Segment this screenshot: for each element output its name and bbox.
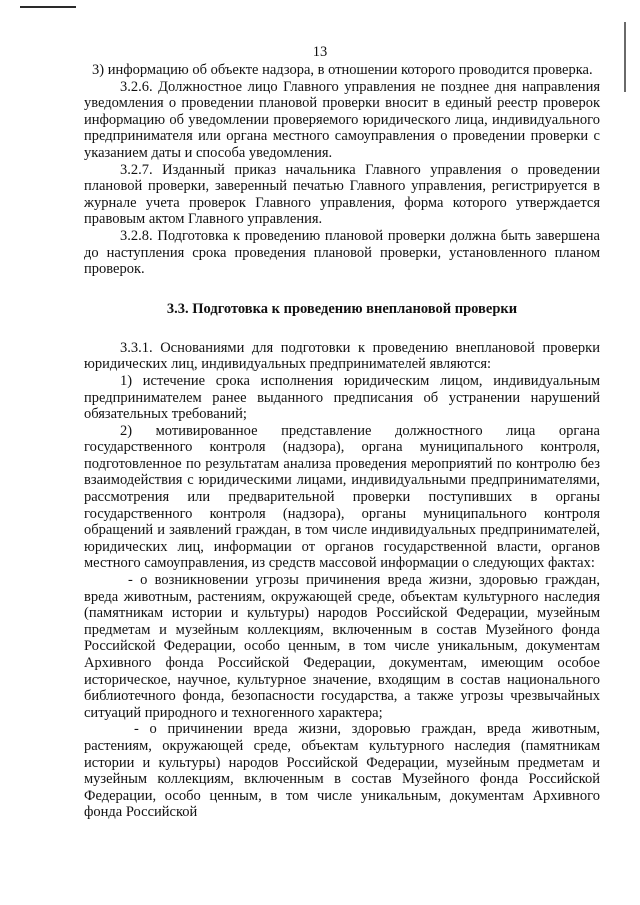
paragraph-item-2: 2) мотивированное представление должностного лица органа государственного контроля (надзора), органа муниципального контроля, подготовленное по результатам анализа проведения мероприятий по контролю без взаимодействия с юридическими лицами, индивидуальными предпринимателями, рассмотрения или предварительной проверки поступивших в органы государственного контроля (надзора), органы муниципального контроля обращений и заявлений граждан, в том числе индивидуальных предпринимателей, юридических лиц, информации от органов государственной власти, органов местного самоуправления, из средств массовой информации о следующих фактах:: [84, 422, 600, 572]
paragraph-3-3-1: 3.3.1. Основаниями для подготовки к проведению внеплановой проверки юридических лиц, индивидуальных предпринимателей являются:: [84, 339, 600, 373]
paragraph-3-2-8: 3.2.8. Подготовка к проведению плановой проверки должна быть завершена до наступления срока проведения плановой проверки, установленного планом проверок.: [84, 227, 600, 278]
scan-edge-line: [20, 6, 76, 8]
bullet-threat: - о возникновении угрозы причинения вреда жизни, здоровью граждан, вреда животным, растениям, окружающей среде, объектам культурного наследия (памятникам истории и культуры) народов Российской Федерации, музейным предметам и музейным коллекциям, включенным в состав Музейного фонда Российской Федерации, особо ценным, в том числе уникальным, документам Архивного фонда Российской Федерации, документам, имеющим особое историческое, научное, культурное значение, входящим в состав национального библиотечного фонда, безопасности государства, а также угрозы чрезвычайных ситуаций природного и техногенного характера;: [84, 572, 600, 721]
bullet-harm: - о причинении вреда жизни, здоровью граждан, вреда животным, растениям, окружающей среде, объектам культурного наследия (памятникам истории и культуры) народов Российской Федерации, музейным предметам и музейным коллекциям, включенным в состав Музейного фонда Российской Федерации, особо ценным, в том числе уникальным, документам Архивного фонда Российской: [84, 721, 600, 821]
section-heading: 3.3. Подготовка к проведению внеплановой проверки: [166, 300, 518, 317]
paragraph-3-2-7: 3.2.7. Изданный приказ начальника Главного управления о проведении плановой проверки, заверенный печатью Главного управления, регистрируется в журнале учета проверок Главного управления, форма которого утверждается правовым актом Главного управления.: [84, 161, 600, 228]
paragraph-item-3: 3) информацию об объекте надзора, в отношении которого проводится проверка.: [92, 62, 593, 78]
page-number: 13: [312, 44, 328, 60]
paragraph-item-1: 1) истечение срока исполнения юридическим лицом, индивидуальным предпринимателем ранее выданного предписания об устранении нарушений обязательных требований;: [84, 372, 600, 423]
document-body: [84, 62, 600, 821]
paragraph-3-2-6: 3.2.6. Должностное лицо Главного управления не позднее дня направления уведомления о проведении плановой проверки вносит в единый реестр проверок информацию об уведомлении проверяемого юридического лица, индивидуального предпринимателя или органа местного самоуправления о проведении проверки с указанием даты и способа уведомления.: [84, 78, 600, 161]
